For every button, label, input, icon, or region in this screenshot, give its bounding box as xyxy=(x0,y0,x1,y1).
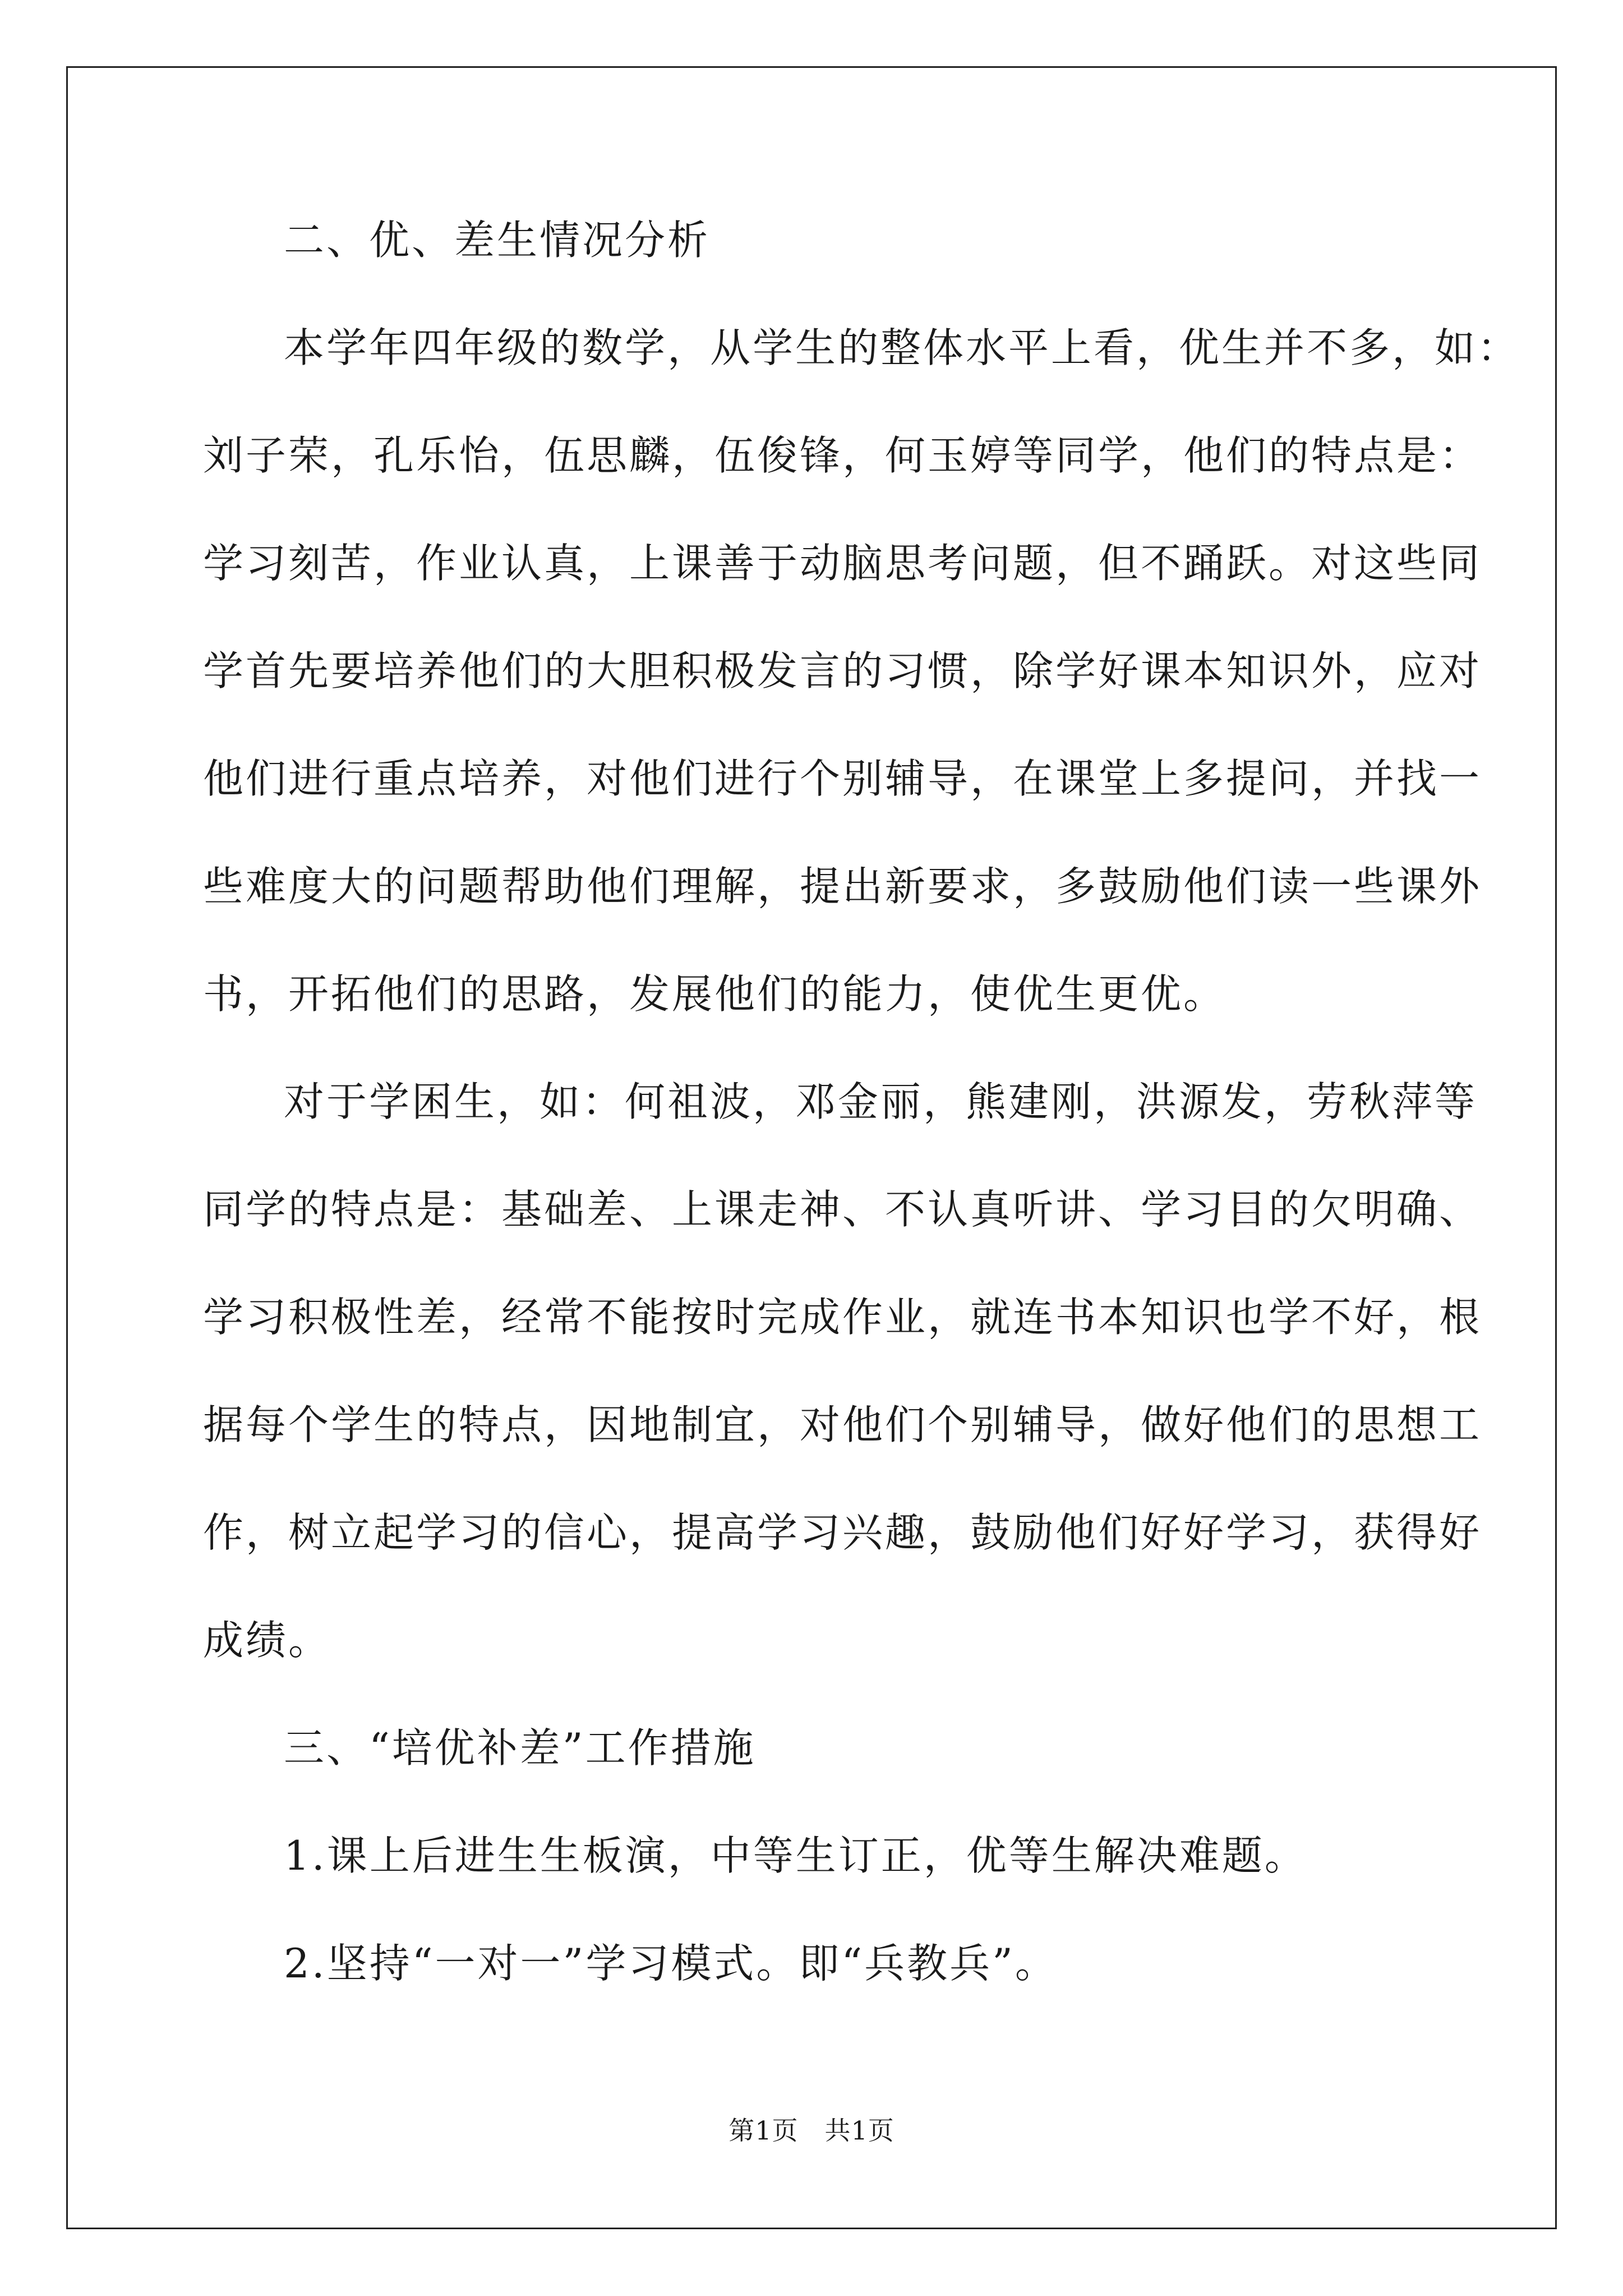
paragraph-line: 些难度大的问题帮助他们理解，提出新要求，多鼓励他们读一些课外 xyxy=(203,863,1482,910)
paragraph-line: 学习刻苦，作业认真，上课善于动脑思考问题，但不踊跃。对这些同 xyxy=(203,540,1482,587)
paragraph-line: 学首先要培养他们的大胆积极发言的习惯，除学好课本知识外，应对 xyxy=(203,647,1482,694)
list-item-2: 2.坚持“一对一”学习模式。即“兵教兵”。 xyxy=(284,1940,1058,1987)
document-body xyxy=(203,213,1520,2044)
paragraph-line: 他们进行重点培养，对他们进行个别辅导，在课堂上多提问，并找一 xyxy=(203,755,1482,802)
section-heading-3: 三、“培优补差”工作措施 xyxy=(284,1724,756,1772)
paragraph-line: 成绩。 xyxy=(203,1617,331,1664)
paragraph-line: 作，树立起学习的信心，提高学习兴趣，鼓励他们好好学习，获得好 xyxy=(203,1509,1482,1556)
paragraph-line: 书，开拓他们的思路，发展他们的能力，使优生更优。 xyxy=(203,970,1227,1018)
paragraph-line: 同学的特点是：基础差、上课走神、不认真听讲、学习目的欠明确、 xyxy=(203,1186,1482,1233)
section-heading-2: 二、优、差生情况分析 xyxy=(284,217,711,264)
list-item-1: 1.课上后进生生板演，中等生订正，优等生解决难题。 xyxy=(284,1832,1307,1879)
paragraph-line: 本学年四年级的数学，从学生的整体水平上看，优生并不多，如： xyxy=(284,324,1520,371)
paragraph-line: 刘子荣，孔乐怡，伍思麟，伍俊锋，何玉婷等同学，他们的特点是： xyxy=(203,432,1482,479)
paragraph-line: 学习积极性差，经常不能按时完成作业，就连书本知识也学不好，根 xyxy=(203,1294,1482,1341)
paragraph-line: 对于学困生，如：何祖波，邓金丽，熊建刚，洪源发，劳秋萍等 xyxy=(284,1078,1478,1125)
paragraph-line: 据每个学生的特点，因地制宜，对他们个别辅导，做好他们的思想工 xyxy=(203,1401,1482,1448)
page-number-footer: 第1页 共1页 xyxy=(728,2115,895,2146)
